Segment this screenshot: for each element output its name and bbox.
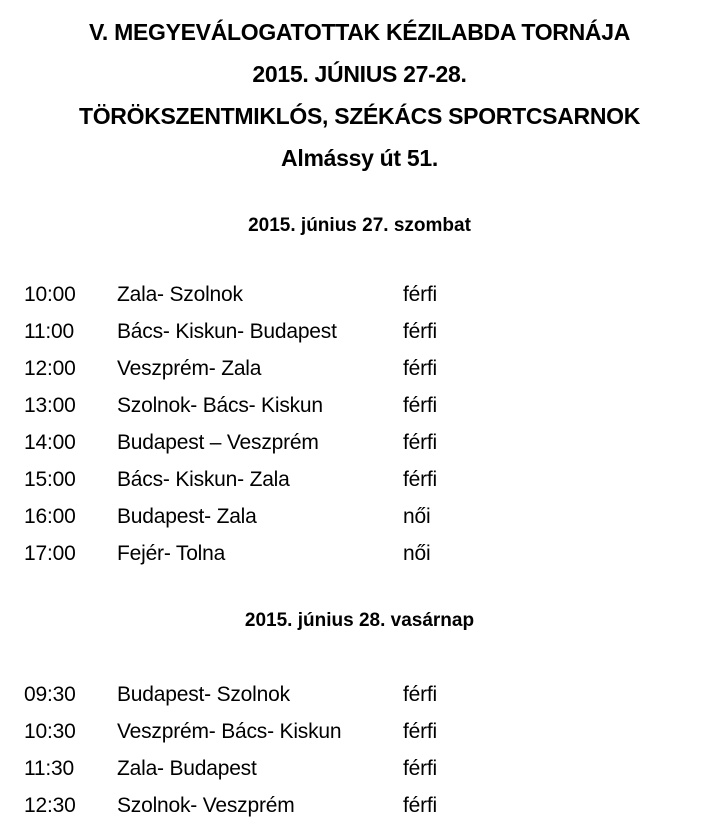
- match-teams: Veszprém- Zala: [117, 356, 262, 380]
- match-category: férfi: [403, 430, 438, 454]
- match-teams: Fejér- Tolna: [117, 541, 226, 565]
- schedule-row: [0, 787, 719, 821]
- schedule-row: [0, 424, 719, 461]
- match-time: 09:30: [24, 682, 76, 706]
- match-teams: Zala- Budapest: [117, 756, 257, 780]
- match-category: férfi: [403, 682, 438, 706]
- match-time: 11:00: [24, 319, 74, 343]
- title-line-date: 2015. JÚNIUS 27-28.: [252, 61, 467, 87]
- schedule-row: [0, 387, 719, 424]
- schedule-row: [0, 313, 719, 350]
- match-category: férfi: [403, 719, 438, 743]
- title-line-address: Almássy út 51.: [281, 145, 438, 171]
- schedule-row: [0, 461, 719, 498]
- match-category: férfi: [403, 282, 438, 306]
- match-category: férfi: [403, 319, 438, 343]
- match-time: 16:00: [24, 504, 76, 528]
- match-teams: Budapest- Szolnok: [117, 682, 290, 706]
- match-teams: Bács- Kiskun- Zala: [117, 467, 290, 491]
- match-category: férfi: [403, 793, 438, 817]
- match-teams: Szolnok- Bács- Kiskun: [117, 393, 323, 417]
- match-teams: Zala- Szolnok: [117, 282, 243, 306]
- match-time: 10:00: [24, 282, 76, 306]
- match-teams: Szolnok- Veszprém: [117, 793, 295, 817]
- title-line-tournament: V. MEGYEVÁLOGATOTTAK KÉZILABDA TORNÁJA: [88, 19, 631, 45]
- match-teams: Veszprém- Bács- Kiskun: [117, 719, 342, 743]
- document-title-block: [0, 0, 719, 179]
- match-time: 12:30: [24, 793, 76, 817]
- schedule-row: [0, 498, 719, 535]
- section-heading-sunday: 2015. június 28. vasárnap: [244, 610, 475, 631]
- match-category: férfi: [403, 356, 438, 380]
- schedule-row: [0, 276, 719, 313]
- match-teams: Budapest- Zala: [117, 504, 257, 528]
- schedule-row: [0, 535, 719, 572]
- schedule-row: [0, 750, 719, 787]
- match-category: férfi: [403, 393, 438, 417]
- schedule-row: [0, 350, 719, 387]
- match-time: 14:00: [24, 430, 76, 454]
- match-category: férfi: [403, 756, 438, 780]
- match-time: 12:00: [24, 356, 76, 380]
- match-time: 17:00: [24, 541, 76, 565]
- match-time: 13:00: [24, 393, 76, 417]
- schedule-row: [0, 676, 719, 713]
- title-line-venue: TÖRÖKSZENTMIKLÓS, SZÉKÁCS SPORTCSARNOK: [78, 103, 641, 129]
- match-teams: Bács- Kiskun- Budapest: [117, 319, 337, 343]
- schedule-saturday: [0, 276, 719, 572]
- match-time: 15:00: [24, 467, 76, 491]
- match-time: 11:30: [24, 756, 74, 780]
- match-category: férfi: [403, 467, 438, 491]
- match-category: női: [403, 504, 431, 528]
- section-heading-saturday: 2015. június 27. szombat: [248, 215, 471, 236]
- schedule-row: [0, 713, 719, 750]
- match-time: 10:30: [24, 719, 76, 743]
- match-category: női: [403, 541, 431, 565]
- match-teams: Budapest – Veszprém: [117, 430, 319, 454]
- schedule-sunday: [0, 676, 719, 821]
